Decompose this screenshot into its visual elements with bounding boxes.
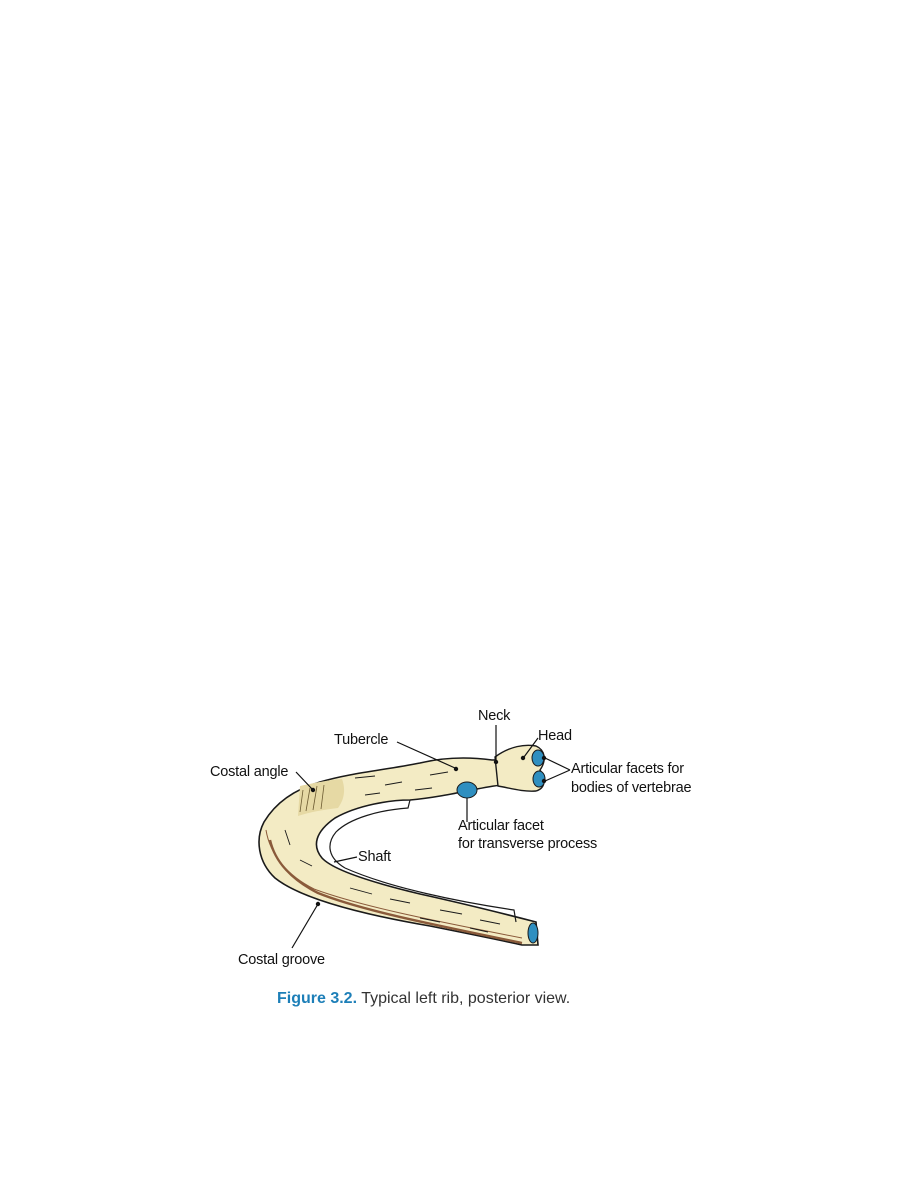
leader-facets-upper bbox=[545, 758, 570, 770]
label-tubercle: Tubercle bbox=[334, 732, 389, 748]
leader-costal-groove bbox=[292, 904, 318, 948]
tubercle-facet bbox=[457, 782, 477, 798]
figure-caption bbox=[277, 990, 570, 1008]
figure-caption-text: Typical left rib, posterior view. bbox=[361, 990, 571, 1007]
figure-number: Figure 3.2. bbox=[277, 990, 358, 1007]
label-articular-facets-line1: Articular facets for bbox=[571, 761, 684, 777]
label-costal-groove: Costal groove bbox=[238, 952, 325, 968]
leader-facets-lower bbox=[545, 770, 570, 781]
label-costal-angle: Costal angle bbox=[210, 764, 289, 780]
label-articular-facet-line2: for transverse process bbox=[458, 836, 598, 852]
label-shaft: Shaft bbox=[358, 849, 391, 865]
label-articular-facet-line1: Articular facet bbox=[458, 818, 544, 834]
label-neck: Neck bbox=[478, 708, 511, 724]
leader-shaft bbox=[334, 857, 357, 862]
shaft-end-facet bbox=[528, 923, 538, 943]
label-articular-facets-line2: bodies of vertebrae bbox=[571, 780, 692, 796]
label-head: Head bbox=[538, 728, 572, 744]
